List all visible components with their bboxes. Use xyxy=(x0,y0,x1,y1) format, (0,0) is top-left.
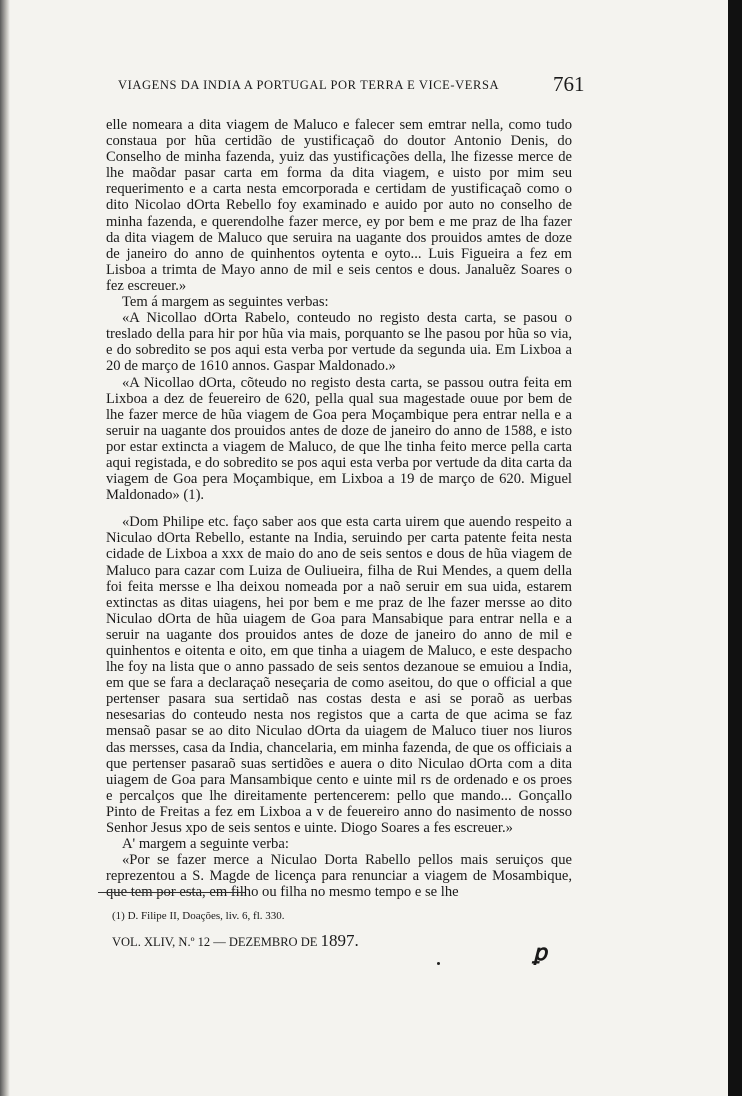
page-number: 761 xyxy=(553,72,585,96)
running-title: VIAGENS DA INDIA A PORTUGAL POR TERRA E VICE-VERSA xyxy=(118,78,500,92)
scan-shadow-right xyxy=(728,0,742,1096)
volume-footer xyxy=(112,931,359,951)
paragraph: «Dom Philipe etc. faço saber aos que esta carta uirem que auendo respeito a Niculao dOrta Rebello, estante na India, seruindo per carta patente feita nesta cidade de Lixboa a xxx de maio do ano de seis sentos e dous de hũa viagem de Maluco para cazar com Luiza de Ouliueira, filha de Rui Mendes, a quem della foi feita mersse e lha deixou nomeada por a naõ seruir em sua uida, estarem extinctas as ditas uiagens, hei por bem e me praz de lhe fazer mersse ao dito Niculao dOrta de hũa uiagem de Goa para Mansabique para entrar nella e a seruir na uagante dos prouidos antes de doze de janeiro do anno de mil e quinhentos e oitenta e oito, em que tinha a uiagem de Maluco, e este despacho lhe foy na lista que o anno passado de seis sentos dezanoue se emuiou a India, em que se fara a declaraçaõ neseçaria de como aseitou, do que o official a que pertenser pasara sua sertidaõ nas costas desta e asi se poraõ as uerbas nesesarias do conteudo nesta nos registos que a carta de que acima se faz mensaõ pasar se ao dito Niculao dOrta da uiagem de Maluco tiuer nos liuros das mersses, casa da India, chancelaria, em minha fazenda, de que os officiais a que pertenser pasaraõ suas sertidões e auera o dito Niculao dOrta com a dita uiagem de Goa para Mansambique cento e uinte mil rs de ordenado e os proes e percalços que lhe direitamente pertencerem: pello que mando... Gonçallo Pinto de Freitas a fez em Lixboa a v de feuereiro anno do nasimento de nosso Senhor Jesus xpo de seis sentos e uinte. Diogo Soares a fes escreuer.» xyxy=(106,514,572,837)
paragraph: A' margem a seguinte verba: xyxy=(122,836,289,853)
paragraph: «A Nicollao dOrta Rabelo, conteudo no registo desta carta, se pasou o treslado della para hir por hũa via mais, porquanto se lhe pasou por hũa so via, e do sobredito se pos aqui esta verba por vertude da segunda uia. Em Lixboa a 20 de março de 1610 annos. Gaspar Maldonado.» xyxy=(106,310,572,375)
paragraph: «A Nicollao dOrta, cõteudo no registo desta carta, se passou outra feita em Lixboa a dez de feuereiro de 620, pella qual sua magestade ouue por bem de lhe fazer merce de hũa viagem de Goa pera Moçambique pera entrar nella e a seruir na uagante dos prouidos antes de doze de janeiro do anno de 1588, e isto por estar extincta a viagem de Maluco, de que lhe tinha feito merce pella carta aqui registada, e do sobredito se pos aqui esta verba por vertude da dita carta da viagem de Goa pera Moçambique, em Lixboa a 19 de março de 620. Miguel Maldonado» (1). xyxy=(106,374,572,504)
body-text xyxy=(106,117,572,901)
ink-dot xyxy=(437,962,440,965)
paragraph: Tem á margem as seguintes verbas: xyxy=(122,294,329,311)
paragraph: elle nomeara a dita viagem de Maluco e falecer sem emtrar nella, como tudo constaua por hũa certidão de yustificaçaõ do doutor Antonio Denis, do Conselho de minha fazenda, yuiz das yustificações della, lhe fizesse merce de lhe maõdar pasar carta em forma da dita viagem, e uisto por mim seu requerimento e a carta nesta emcorporada e certidam de yustificaçaõ como o dito Nicolao dOrta Rebello foy examinado e auido por auto no conselho de minha fazenda, e querendolhe fazer merce, ey por bem e me praz de lha fazer da dita viagem de Maluco que seruira na uagante dos prouidos amtes de doze de janeiro do anno de quinhentos oytenta e oyto... Luis Figueira a fez em Lisboa a trimta de Mayo anno de mil e seis centos e dous. Janaluẽz Soares o fez escreuer.» xyxy=(106,117,572,294)
volume-year: 1897. xyxy=(320,931,359,950)
scan-shadow-left xyxy=(0,0,10,1096)
signature-mark: ꝑ xyxy=(533,940,547,965)
volume-label: VOL. XLIV, N.º 12 — DEZEMBRO DE xyxy=(112,935,318,949)
footnote-divider xyxy=(98,892,245,893)
paragraph: «Por se fazer merce a Niculao Dorta Rabello pellos mais seruiços que reprezentou a S. Magde de licença para renunciar a viagem de Mosambique, que tem por esta, em filho ou filha no mesmo tempo e se lhe xyxy=(106,852,572,901)
footnote: (1) D. Filipe II, Doações, liv. 6, fl. 330. xyxy=(112,910,285,922)
